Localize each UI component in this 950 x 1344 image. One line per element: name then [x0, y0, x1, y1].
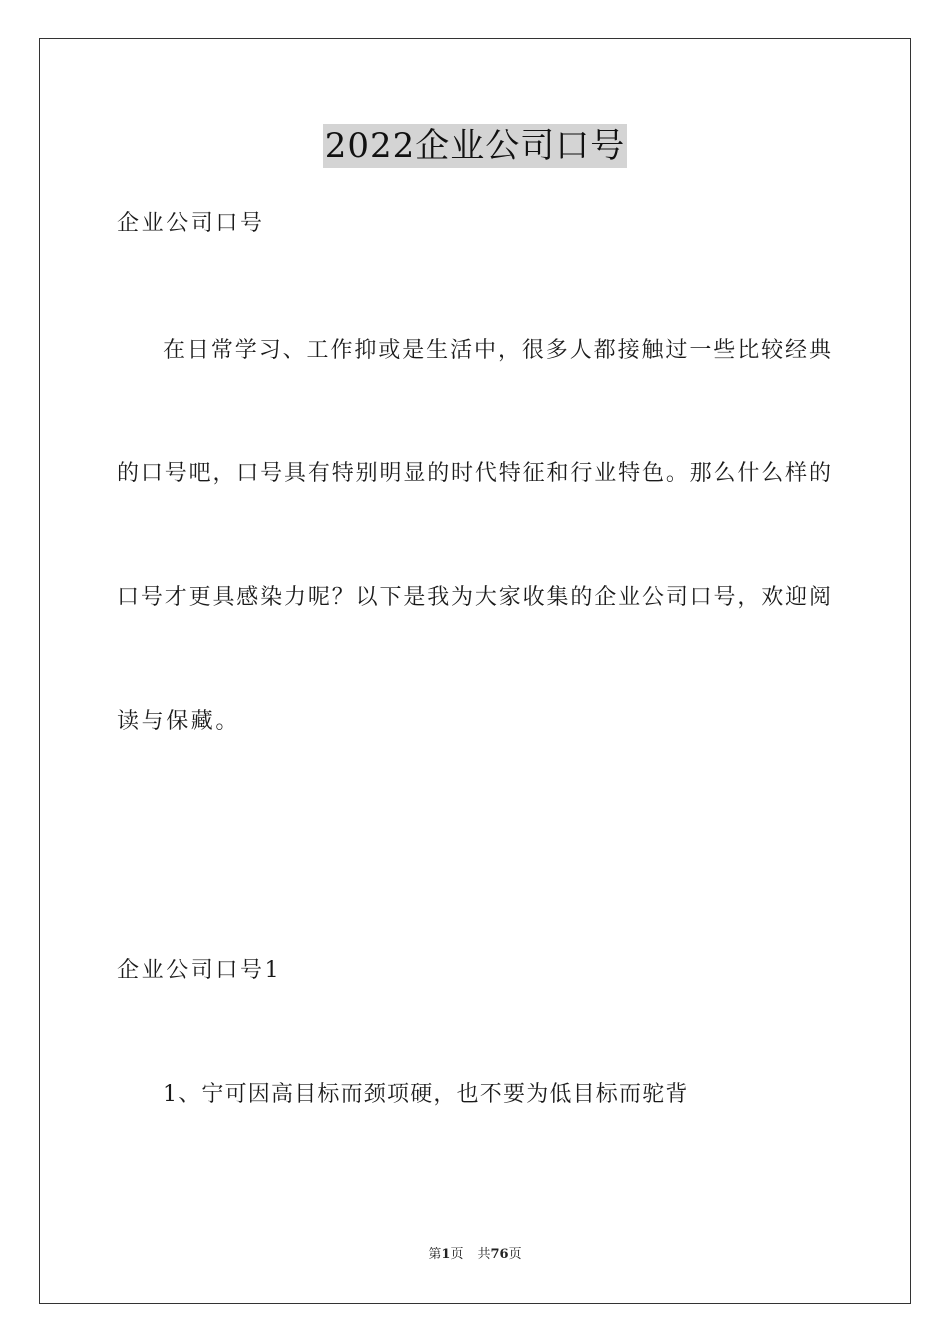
section-heading: 企业公司口号1: [117, 958, 282, 983]
page-footer: [0, 1246, 950, 1264]
intro-line-3: 口号才更具感染力呢？以下是我为大家收集的企业公司口号，欢迎阅: [117, 585, 831, 610]
intro-line-2: 的口号吧，口号具有特别明显的时代特征和行业特色。那么什么样的: [117, 461, 831, 486]
slogan-item-1: 1、宁可因高目标而颈项硬，也不要为低目标而驼背: [163, 1082, 689, 1107]
document-title: 2022企业公司口号: [324, 126, 626, 166]
total-prefix: 共: [477, 1247, 491, 1262]
page-number: 1: [441, 1247, 451, 1262]
page-prefix: 第: [428, 1247, 442, 1262]
page-suffix: 页: [450, 1247, 464, 1262]
total-suffix: 页: [508, 1247, 522, 1262]
intro-line-1: 在日常学习、工作抑或是生活中，很多人都接触过一些比较经典: [163, 338, 831, 363]
title-container: [0, 124, 950, 168]
document-heading: 企业公司口号: [117, 211, 265, 236]
intro-line-4: 读与保藏。: [117, 709, 241, 734]
total-pages: 76: [490, 1247, 509, 1262]
